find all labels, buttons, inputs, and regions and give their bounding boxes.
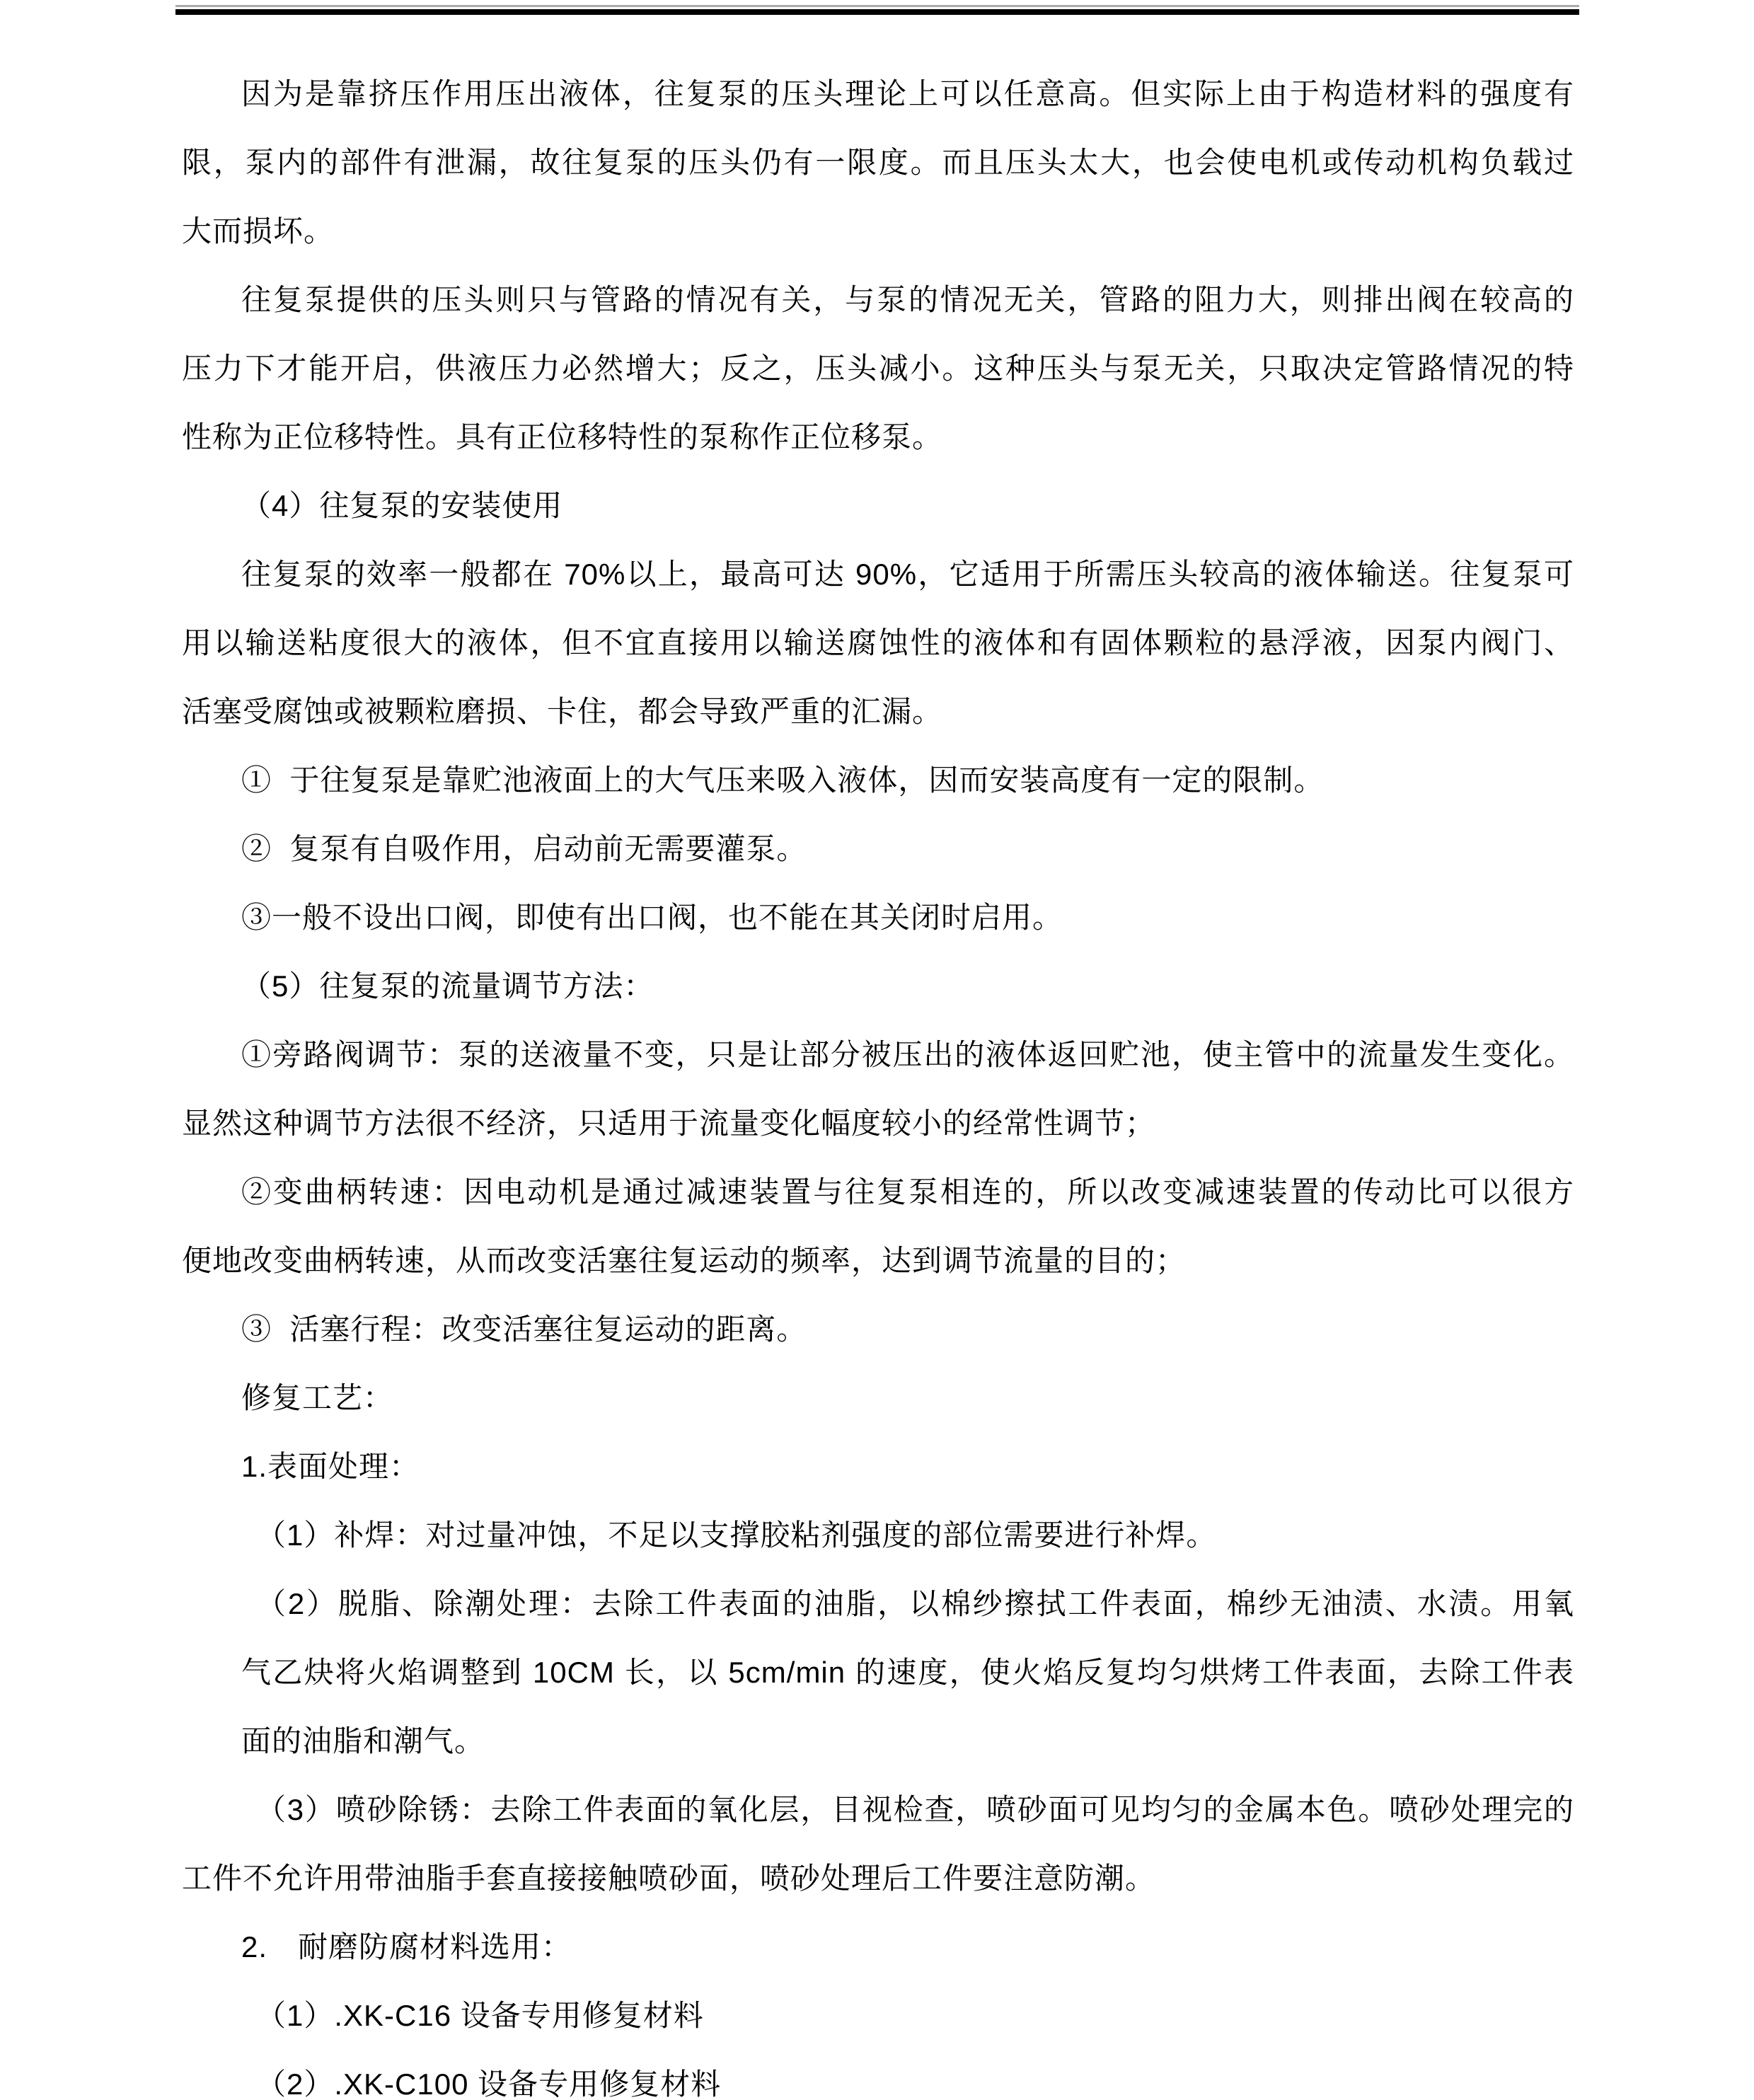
document-body <box>182 59 1574 2100</box>
header-divider-thin <box>175 5 1579 7</box>
text-line: （3）喷砂除锈：去除工件表面的氧化层，目视检查，喷砂面可见均匀的金属本色。喷砂处理完的 <box>256 1793 1574 1826</box>
text-line: 显然这种调节方法很不经济，只适用于流量变化幅度较小的经常性调节； <box>182 1107 1156 1140</box>
text-line: 大而损坏。 <box>182 214 335 248</box>
text-line: ③一般不设出口阀，即使有出口阀，也不能在其关闭时启用。 <box>241 901 1063 934</box>
text-line: （4）往复泵的安装使用 <box>241 489 563 522</box>
text-line: ②变曲柄转速：因电动机是通过减速装置与往复泵相连的，所以改变减速装置的传动比可以很方 <box>241 1175 1574 1208</box>
header-divider-thick <box>175 9 1579 15</box>
text-line: 压力下才能开启，供液压力必然增大；反之，压头减小。这种压头与泵无关，只取决定管路情况的特 <box>182 352 1574 385</box>
text-line: ① 于往复泵是靠贮池液面上的大气压来吸入液体，因而安装高度有一定的限制。 <box>241 763 1325 797</box>
text-line: 面的油脂和潮气。 <box>241 1724 485 1758</box>
text-line: 限，泵内的部件有泄漏，故往复泵的压头仍有一限度。而且压头太大，也会使电机或传动机构负载过 <box>182 146 1574 179</box>
text-line: 2. 耐磨防腐材料选用： <box>241 1930 572 1963</box>
text-line: 往复泵的效率一般都在 70%以上，最高可达 90%，它适用于所需压头较高的液体输送。往复泵可 <box>241 558 1574 591</box>
text-line: （1）补焊：对过量冲蚀，不足以支撑胶粘剂强度的部位需要进行补焊。 <box>256 1518 1217 1552</box>
text-line: （2）脱脂、除潮处理：去除工件表面的油脂，以棉纱擦拭工件表面，棉纱无油渍、水渍。用氧 <box>256 1587 1574 1620</box>
text-line: 气乙炔将火焰调整到 10CM 长，以 5cm/min 的速度，使火焰反复均匀烘烤工件表面，去除工件表 <box>241 1656 1574 1689</box>
text-line: 修复工艺： <box>241 1381 394 1414</box>
text-line: （5）往复泵的流量调节方法： <box>241 969 654 1003</box>
text-line: ①旁路阀调节：泵的送液量不变，只是让部分被压出的液体返回贮池，使主管中的流量发生变化。 <box>241 1038 1574 1071</box>
text-line: 性称为正位移特性。具有正位移特性的泵称作正位移泵。 <box>182 420 943 454</box>
text-line: 工件不允许用带油脂手套直接接触喷砂面，喷砂处理后工件要注意防潮。 <box>182 1862 1156 1895</box>
text-line: 便地改变曲柄转速，从而改变活塞往复运动的频率，达到调节流量的目的； <box>182 1244 1187 1277</box>
text-line: ② 复泵有自吸作用，启动前无需要灌泵。 <box>241 832 807 865</box>
text-line: 1.表面处理： <box>241 1450 420 1483</box>
text-line: 往复泵提供的压头则只与管路的情况有关，与泵的情况无关，管路的阻力大，则排出阀在较高的 <box>241 283 1574 316</box>
text-line: 因为是靠挤压作用压出液体，往复泵的压头理论上可以任意高。但实际上由于构造材料的强度有 <box>241 77 1574 110</box>
text-line: ③ 活塞行程：改变活塞往复运动的距离。 <box>241 1312 807 1346</box>
text-line: （2）.XK-C100 设备专用修复材料 <box>256 2067 722 2100</box>
text-line: 活塞受腐蚀或被颗粒磨损、卡住，都会导致严重的汇漏。 <box>182 695 943 728</box>
text-line: 用以输送粘度很大的液体，但不宜直接用以输送腐蚀性的液体和有固体颗粒的悬浮液，因泵内阀门、 <box>182 626 1574 659</box>
text-line: （1）.XK-C16 设备专用修复材料 <box>256 1999 704 2032</box>
